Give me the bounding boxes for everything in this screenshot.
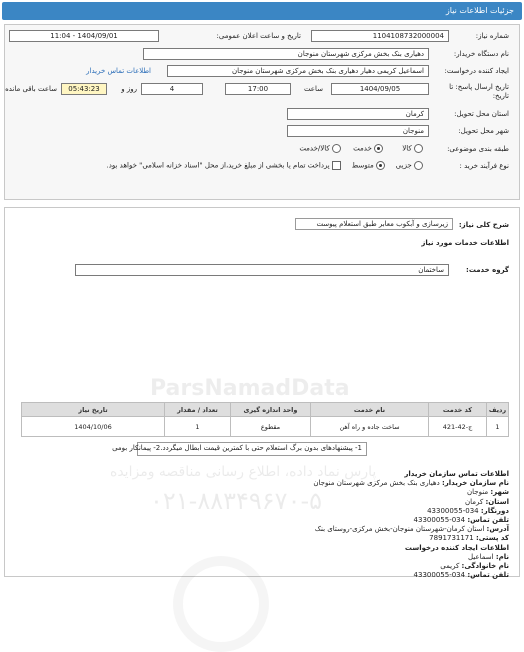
watermark-text-en: ParsNamadData bbox=[150, 376, 350, 401]
creator-name-value: اسماعیل bbox=[467, 552, 494, 561]
days-label: روز و bbox=[121, 85, 137, 93]
address-label: آدرس: bbox=[486, 525, 509, 534]
category-label: طبقه بندی موضوعی: bbox=[447, 145, 509, 153]
table-cell: ج-42-421 bbox=[429, 417, 487, 437]
table-cell: مقطوع bbox=[231, 417, 311, 437]
need-details-panel bbox=[4, 24, 520, 200]
page-title: جزئیات اطلاعات نیاز bbox=[445, 6, 514, 15]
address-value: استان کرمان-شهرستان منوجان-بخش مرکزی-روستای بنک bbox=[314, 525, 485, 534]
need-number-label: شماره نیاز: bbox=[475, 32, 509, 40]
deadline-date-field: 1404/09/05 bbox=[331, 83, 429, 95]
creator-label: ایجاد کننده درخواست: bbox=[444, 67, 509, 75]
contact-province-label: استان: bbox=[485, 497, 509, 506]
table-cell: 1404/10/06 bbox=[22, 417, 165, 437]
phone-value: 034-43300055 bbox=[413, 516, 466, 525]
category-option-service[interactable] bbox=[353, 144, 383, 153]
contact-block bbox=[313, 470, 509, 580]
radio-button[interactable] bbox=[332, 144, 341, 153]
buyer-notes-field: 1- پیشنهادهای بدون برگ استعلام حتی با کمترین قیمت ابطال میگردد.2- پیمانکار بومی bbox=[137, 442, 367, 456]
contact-city-value: منوجان bbox=[467, 488, 489, 497]
org-label: نام سازمان خریدار: bbox=[441, 479, 509, 488]
category-option-both-label: کالا/خدمت bbox=[299, 144, 330, 153]
contact-city-label: شهر: bbox=[490, 488, 509, 497]
postal-value: 7891731171 bbox=[429, 534, 474, 543]
category-option-goods[interactable] bbox=[402, 144, 423, 153]
deadline-label: تاریخ ارسال پاسخ: تا تاریخ: bbox=[449, 83, 509, 100]
fax-label: دورنگار: bbox=[480, 506, 509, 515]
payment-note: پرداخت تمام یا بخشی از مبلغ خرید،از محل "اسناد خزانه اسلامی" خواهد بود. bbox=[106, 161, 330, 170]
column-header: ردیف bbox=[487, 403, 509, 417]
creator-heading: اطلاعات ایجاد کننده درخواست bbox=[404, 543, 509, 552]
payment-option[interactable] bbox=[107, 161, 341, 170]
province-label: استان محل تحویل: bbox=[454, 110, 509, 118]
category-option-both[interactable] bbox=[299, 144, 341, 153]
services-table bbox=[21, 402, 509, 437]
process-option-minor[interactable] bbox=[396, 161, 423, 170]
contact-heading: اطلاعات تماس سازمان خریدار bbox=[404, 470, 509, 478]
category-option-service-label: خدمت bbox=[353, 144, 372, 153]
remaining-time-field: 05:43:23 bbox=[61, 83, 107, 95]
service-group-field: ساختمان bbox=[75, 264, 449, 276]
table-cell: 1 bbox=[487, 417, 509, 437]
radio-button-selected[interactable] bbox=[376, 161, 385, 170]
creator-family-value: کریمی bbox=[440, 562, 460, 571]
watermark-phone: ۰۲۱-۸۸۳۴۹۶۷۰-۵ bbox=[150, 487, 323, 515]
radio-button[interactable] bbox=[414, 161, 423, 170]
table-cell: ساخت جاده و راه آهن bbox=[311, 417, 429, 437]
city-field: منوجان bbox=[287, 125, 429, 137]
city-label: شهر محل تحویل: bbox=[458, 127, 509, 135]
phone-label: تلفن تماس: bbox=[467, 516, 509, 525]
table-header-row bbox=[22, 403, 509, 417]
creator-family-label: نام خانوادگی: bbox=[461, 562, 509, 571]
province-field: کرمان bbox=[287, 108, 429, 120]
column-header: تاریخ نیاز bbox=[22, 403, 165, 417]
creator-name-label: نام: bbox=[495, 552, 509, 561]
buyer-contact-link[interactable]: اطلاعات تماس خریدار bbox=[86, 67, 151, 75]
postal-label: کد پستی: bbox=[475, 534, 509, 543]
service-group-label: گروه خدمت: bbox=[466, 266, 509, 274]
radio-button[interactable] bbox=[414, 144, 423, 153]
org-value: دهیاری بنک بخش مرکزی شهرستان منوجان bbox=[313, 479, 440, 488]
process-label: نوع فرآیند خرید : bbox=[459, 162, 509, 170]
summary-field: زیرسازی و آبکوب معابر طبق استعلام پیوست bbox=[295, 218, 453, 230]
watermark-text-fa: پارس نماد داده، اطلاع رسانی مناقصه ومزایده bbox=[110, 464, 377, 480]
remaining-label: ساعت باقی مانده bbox=[5, 85, 57, 93]
announce-date-label: تاریخ و ساعت اعلان عمومی: bbox=[216, 32, 301, 40]
need-number-field: 1104108732000004 bbox=[311, 30, 449, 42]
column-header: واحد اندازه گیری bbox=[231, 403, 311, 417]
creator-phone-value: 034-43300055 bbox=[413, 571, 466, 580]
fax-value: 034-43300055 bbox=[427, 506, 479, 515]
creator-field: اسماعیل کریمی دهیار دهیاری بنک بخش مرکزی شهرستان منوجان bbox=[167, 65, 429, 77]
column-header: کد خدمت bbox=[429, 403, 487, 417]
creator-phone-label: تلفن تماس: bbox=[467, 571, 509, 580]
days-field: 4 bbox=[141, 83, 203, 95]
deadline-time-label: ساعت bbox=[303, 85, 323, 93]
table-row bbox=[22, 417, 509, 437]
buyer-label: نام دستگاه خریدار: bbox=[453, 50, 509, 58]
category-option-goods-label: کالا bbox=[402, 144, 412, 153]
radio-button-selected[interactable] bbox=[374, 144, 383, 153]
page-title-bar bbox=[2, 2, 522, 20]
process-option-minor-label: جزیی bbox=[395, 161, 412, 170]
watermark-logo bbox=[173, 556, 269, 652]
process-option-medium-label: متوسط bbox=[351, 161, 374, 170]
summary-label: شرح کلی نیاز: bbox=[458, 221, 509, 229]
column-header: نام خدمت bbox=[311, 403, 429, 417]
announce-date-field: 1404/09/01 - 11:04 bbox=[9, 30, 159, 42]
table-cell: 1 bbox=[165, 417, 231, 437]
buyer-field: دهیاری بنک بخش مرکزی شهرستان منوجان bbox=[143, 48, 429, 60]
process-option-medium[interactable] bbox=[352, 161, 385, 170]
services-heading: اطلاعات خدمات مورد نیاز bbox=[421, 239, 509, 247]
column-header: تعداد / مقدار bbox=[165, 403, 231, 417]
deadline-time-field: 17:00 bbox=[225, 83, 291, 95]
contact-province-value: کرمان bbox=[465, 497, 484, 506]
payment-checkbox[interactable] bbox=[332, 161, 341, 170]
